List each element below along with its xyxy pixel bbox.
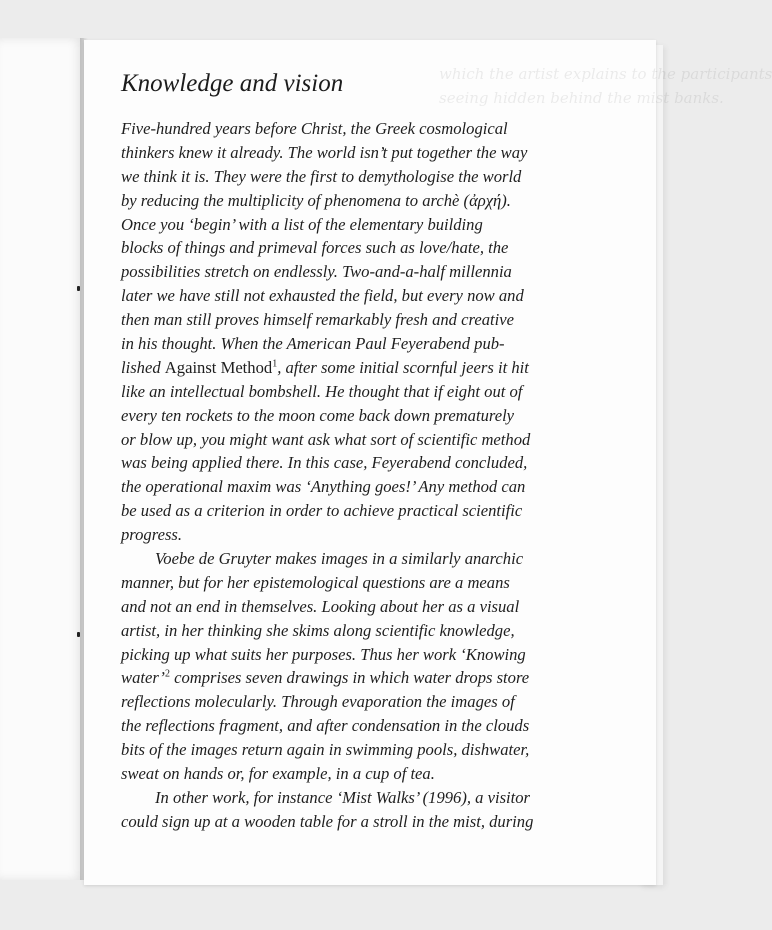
text-line: the operational maxim was ‘Anything goes!’ Any method can: [121, 477, 526, 497]
section-heading: Knowledge and vision: [121, 70, 344, 97]
text-line: every ten rockets to the moon come back down prematurely: [121, 405, 515, 425]
text-line: or blow up, you might want ask what sort of scientific method: [121, 429, 531, 449]
text-line: thinkers knew it already. The world isn’t put together the way: [121, 142, 528, 162]
text-line: sweat on hands or, for example, in a cup of tea.: [121, 764, 435, 784]
text-line: picking up what suits her purposes. Thus her work ‘Knowing: [121, 644, 526, 664]
text-line: like an intellectual bombshell. He thought that if eight out of: [121, 381, 523, 401]
text-line: Voebe de Gruyter makes images in a similarly anarchic: [155, 549, 524, 569]
show-through-text: [439, 62, 772, 110]
text-line: artist, in her thinking she skims along scientific knowledge,: [121, 620, 515, 640]
text-line: blocks of things and primeval forces such as love/hate, the: [121, 238, 509, 258]
text-line: Once you ‘begin’ with a list of the elementary building: [121, 214, 483, 234]
text-line: then man still proves himself remarkably fresh and creative: [121, 310, 514, 330]
paragraph: [121, 786, 641, 834]
paragraph: [121, 547, 641, 786]
show-through-line: seeing hidden behind the mist banks.: [439, 89, 724, 107]
book-title: Against Method: [164, 357, 273, 377]
booklet-page: [84, 40, 772, 885]
text-line: by reducing the multiplicity of phenomena to archè (ἀρχή).: [121, 190, 511, 210]
text-line: the reflections fragment, and after condensation in the clouds: [121, 716, 530, 736]
text-line: be used as a criterion in order to achieve practical scientific: [121, 501, 523, 521]
text-line: was being applied there. In this case, Feyerabend concluded,: [121, 453, 528, 473]
text-line: possibilities stretch on endlessly. Two-and-a-half millennia: [121, 262, 512, 282]
paragraph: [121, 117, 641, 547]
text-line: water’$^2$ comprises seven drawings in which water drops store: [121, 668, 530, 688]
body-text: [121, 117, 641, 834]
text-line: we think it is. They were the first to demythologise the world: [121, 166, 522, 186]
staple-top: [77, 286, 80, 291]
text-line: in his thought. When the American Paul Feyerabend pub-: [121, 334, 505, 354]
staple-bottom: [77, 632, 80, 637]
text-line: reflections molecularly. Through evaporation the images of: [121, 692, 515, 712]
text-line: bits of the images return again in swimming pools, dishwater,: [121, 740, 530, 760]
footnote-marker: 1: [272, 358, 278, 370]
text-line: lished Against Method$^1$, after some initial scornful jeers it hit: [121, 357, 529, 377]
text-line: could sign up at a wooden table for a stroll in the mist, during: [121, 811, 534, 831]
text-line: manner, but for her epistemological questions are a means: [121, 572, 510, 592]
text-line: Five-hundred years before Christ, the Greek cosmological: [121, 119, 508, 138]
text-line: progress.: [121, 525, 183, 545]
text-line: later we have still not exhausted the field, but every now and: [121, 286, 524, 306]
text-line: In other work, for instance ‘Mist Walks’ (1996), a visitor: [155, 787, 531, 807]
text-line: and not an end in themselves. Looking about her as a visual: [121, 596, 520, 616]
footnote-marker: 2: [164, 668, 170, 680]
show-through-line: which the artist explains to the participants: [439, 65, 772, 83]
facing-left-page: [0, 38, 84, 880]
